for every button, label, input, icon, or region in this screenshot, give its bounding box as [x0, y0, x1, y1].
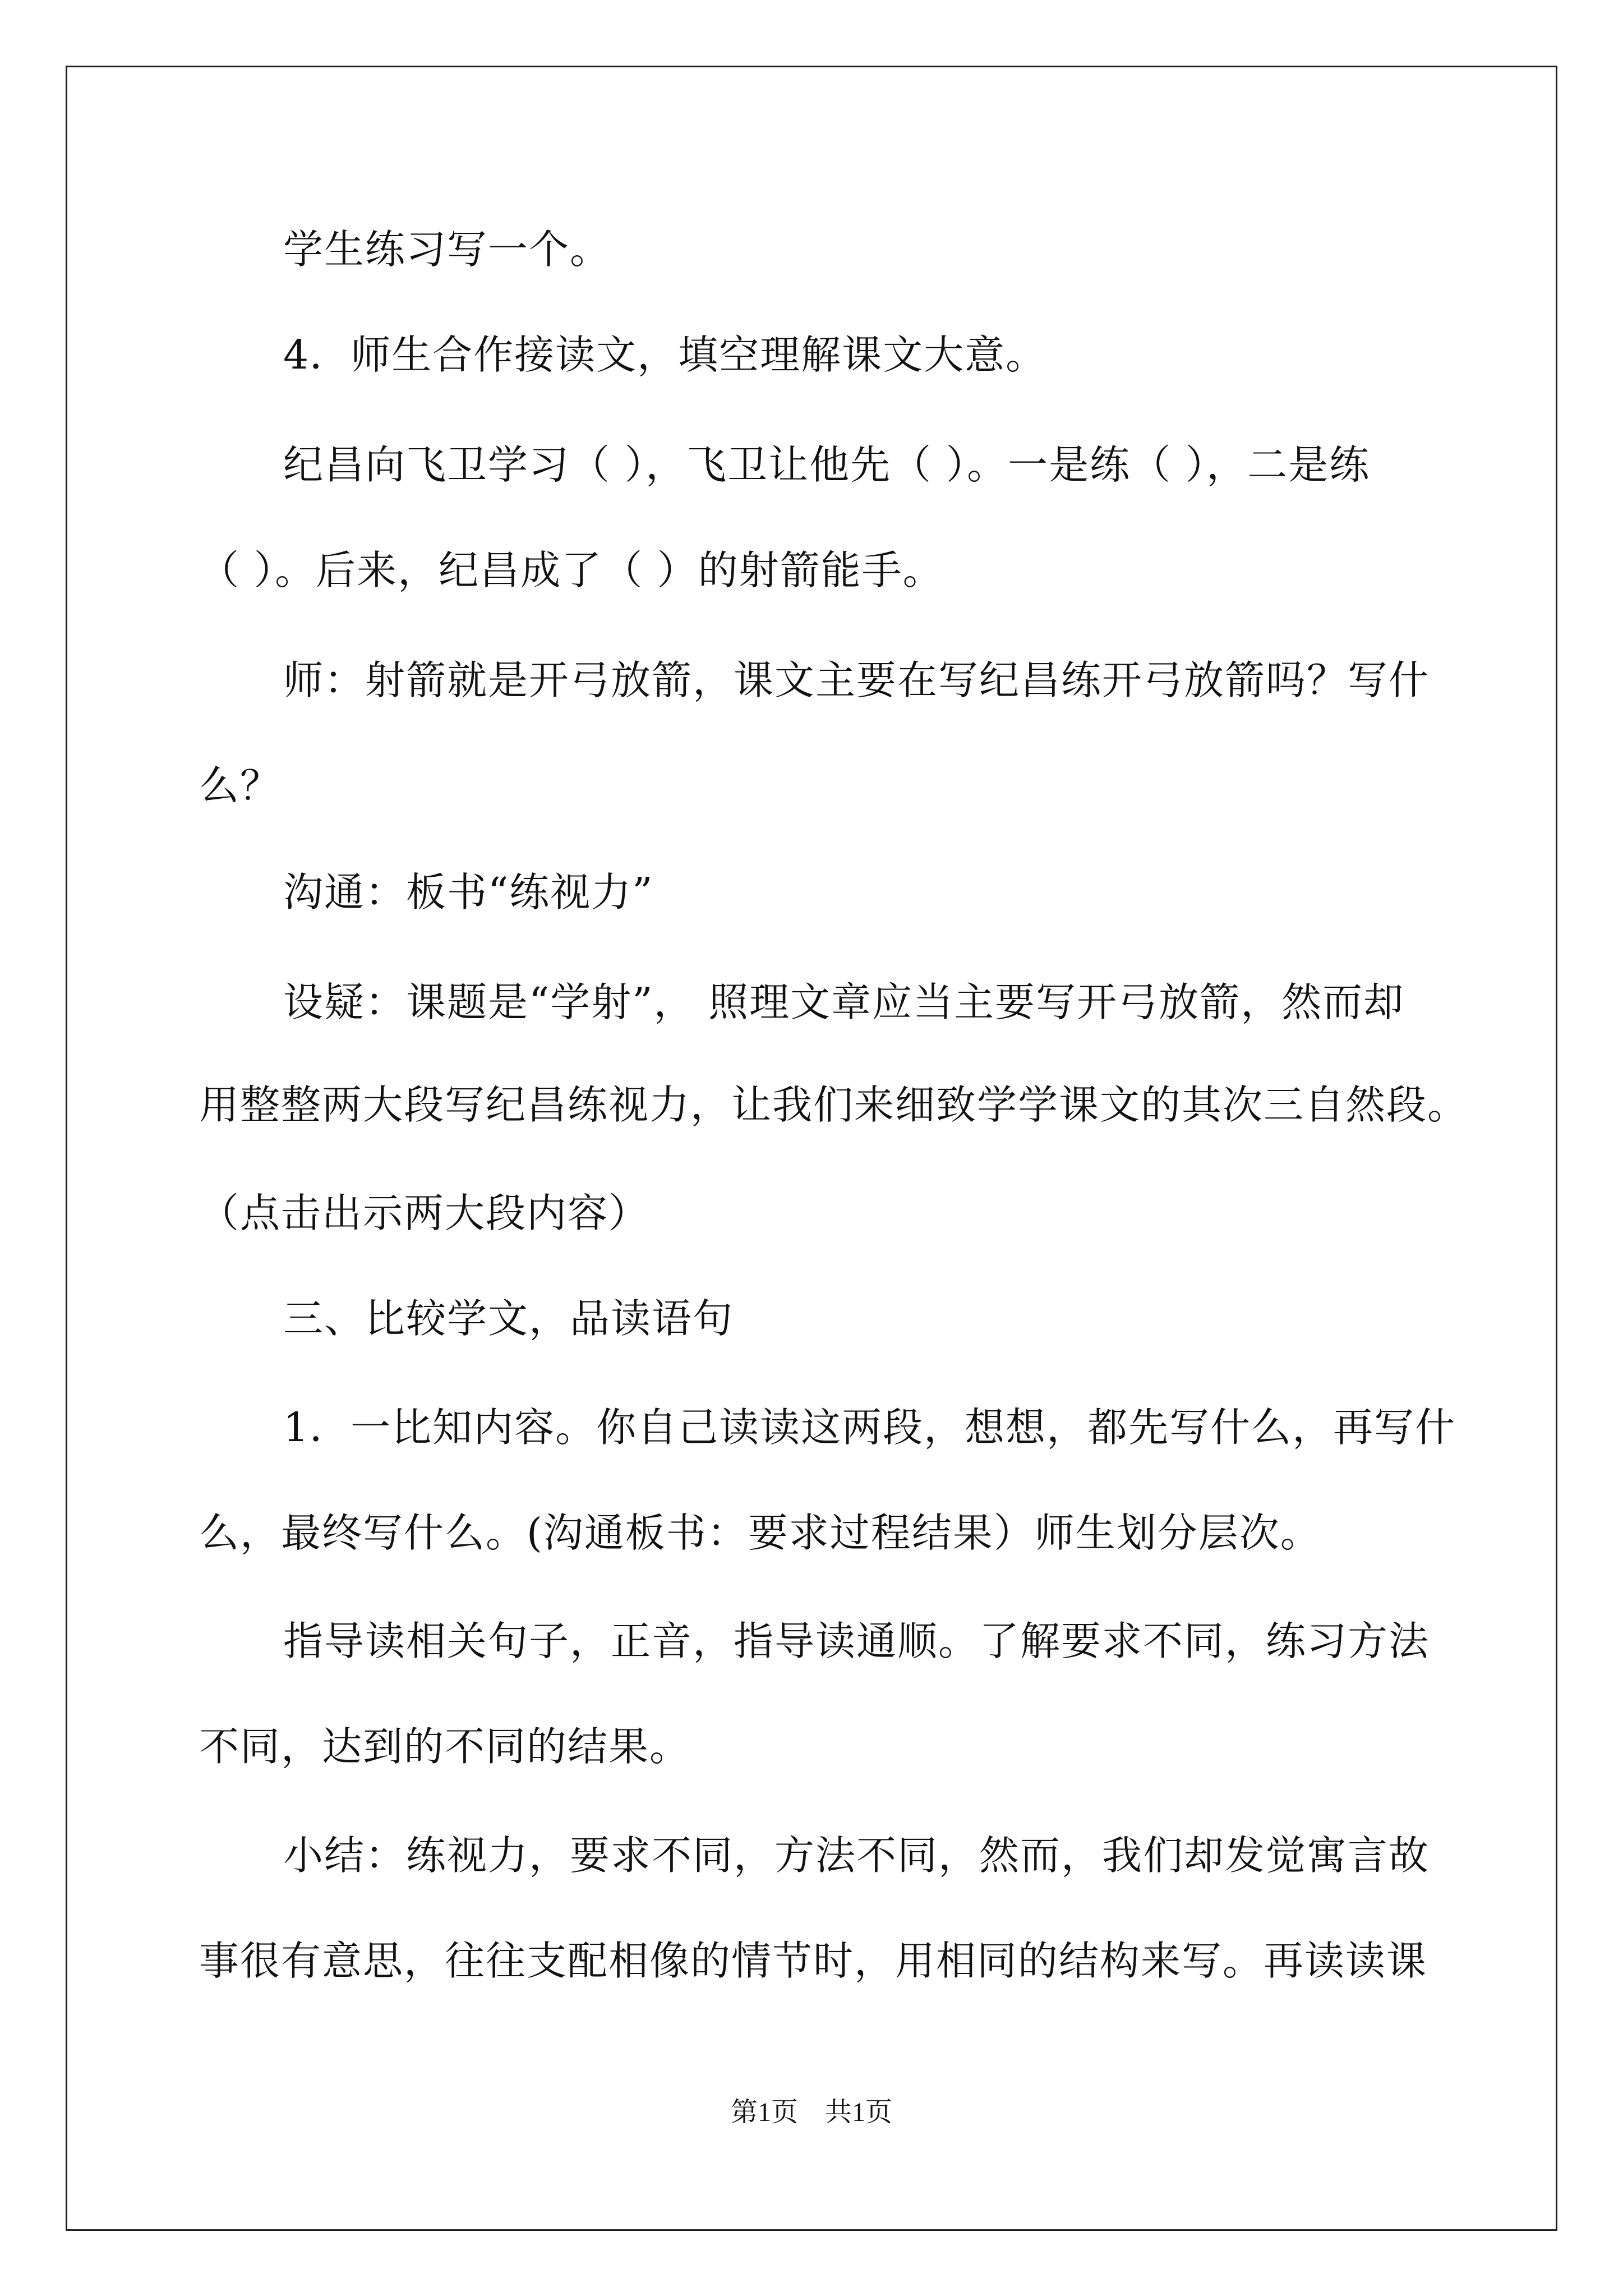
- paragraph-line: 学生练习写一个。: [283, 226, 611, 273]
- paragraph-line: 沟通：板书“练视力”: [283, 869, 654, 915]
- paragraph-line: 么？: [199, 762, 282, 809]
- paragraph-line: 小结：练视力，要求不同，方法不同，然而，我们却发觉寓言故: [283, 1832, 1430, 1879]
- page-number: 第1页 共1页: [730, 2097, 892, 2127]
- paragraph-line: 师：射箭就是开弓放箭，课文主要在写纪昌练开弓放箭吗？写什: [283, 657, 1430, 703]
- paragraph-line: （点击出示两大段内容）: [199, 1190, 650, 1236]
- paragraph-line: 纪昌向飞卫学习（ ），飞卫让他先（ ）。一是练（ ），二是练: [283, 441, 1371, 488]
- paragraph-line: 三、比较学文，品读语句: [283, 1295, 734, 1342]
- page-frame: [66, 66, 1557, 2231]
- paragraph-line: 么，最终写什么。(沟通板书：要求过程结果）师生划分层次。: [199, 1510, 1321, 1556]
- paragraph-line: 用整整两大段写纪昌练视力，让我们来细致学学课文的其次三自然段。: [199, 1082, 1469, 1128]
- paragraph-line: 设疑：课题是“学射”， 照理文章应当主要写开弓放箭，然而却: [283, 979, 1405, 1025]
- paragraph-line: 指导读相关句子，正音，指导读通顺。了解要求不同，练习方法: [283, 1618, 1430, 1664]
- paragraph-line: 不同，达到的不同的结果。: [199, 1723, 691, 1770]
- paragraph-line: 事很有意思，往往支配相像的情节时，用相同的结构来写。再读读课: [199, 1938, 1428, 1984]
- paragraph-line: 4．师生合作接读文，填空理解课文大意。: [283, 332, 1047, 378]
- paragraph-line: （ ）。后来，纪昌成了（ ）的射箭能手。: [199, 547, 944, 593]
- paragraph-line: 1．一比知内容。你自己读读这两段，想想，都先写什么，再写什: [283, 1404, 1456, 1451]
